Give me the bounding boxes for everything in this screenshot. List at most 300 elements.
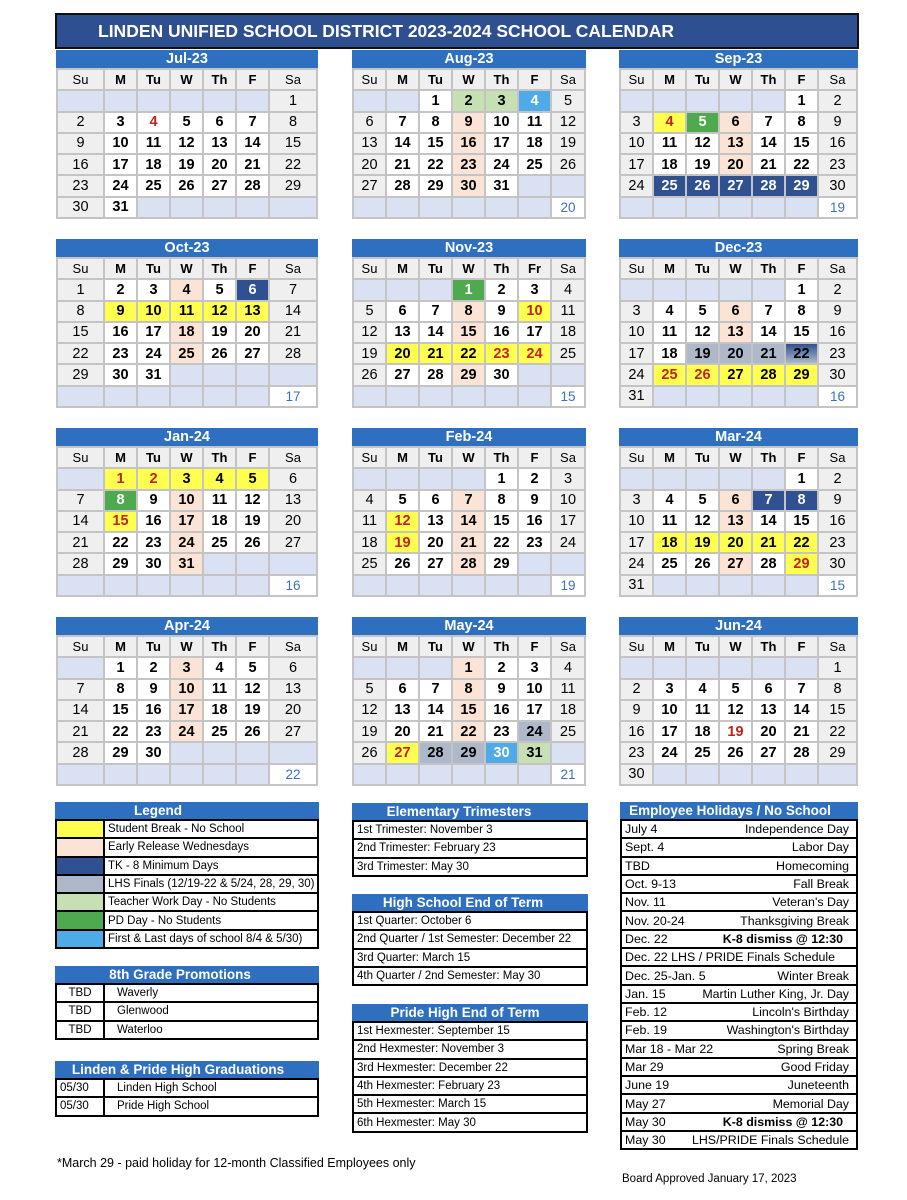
day-cell: 9 <box>519 491 550 510</box>
day-cell: 1 <box>786 91 817 110</box>
day-cell: 19 <box>354 344 385 363</box>
empty-cell <box>237 198 268 217</box>
day-cell: 2 <box>819 91 856 110</box>
weekday-header: F <box>237 637 268 656</box>
day-cell: 17 <box>552 512 584 531</box>
empty-cell <box>654 198 685 217</box>
day-cell: 3 <box>552 469 584 488</box>
empty-cell <box>420 198 451 217</box>
instructional-days-count: 16 <box>270 576 316 595</box>
empty-cell <box>453 469 484 488</box>
empty-cell <box>354 576 385 595</box>
empty-cell <box>720 658 751 677</box>
day-cell: 1 <box>453 280 484 299</box>
day-cell: 23 <box>138 722 169 741</box>
day-cell: 9 <box>138 680 169 699</box>
day-cell: 26 <box>237 533 268 552</box>
holiday-row <box>621 966 857 984</box>
empty-cell <box>204 365 235 384</box>
empty-cell <box>519 176 550 195</box>
weekday-header: Th <box>753 637 784 656</box>
day-cell: 19 <box>171 155 202 174</box>
holiday-date: May 27 <box>625 1096 666 1111</box>
day-cell: 10 <box>105 134 136 153</box>
empty-cell <box>171 387 202 406</box>
holiday-cell <box>621 1021 857 1039</box>
day-cell: 26 <box>354 743 385 762</box>
legend-item <box>56 930 318 948</box>
day-cell: 19 <box>237 701 268 720</box>
day-cell: 27 <box>720 554 751 573</box>
day-cell: 16 <box>138 701 169 720</box>
day-cell: 8 <box>58 302 103 321</box>
day-cell: 27 <box>387 365 418 384</box>
holiday-cell <box>621 875 857 893</box>
day-cell: 5 <box>171 113 202 132</box>
weekday-header: W <box>453 637 484 656</box>
empty-cell <box>753 91 784 110</box>
day-cell: 12 <box>171 134 202 153</box>
day-cell: 29 <box>453 365 484 384</box>
weekday-header: Su <box>621 448 652 467</box>
day-cell: 4 <box>354 491 385 510</box>
day-cell: 26 <box>354 365 385 384</box>
day-cell: 6 <box>354 113 385 132</box>
day-cell: 11 <box>519 113 550 132</box>
day-cell: 17 <box>519 701 550 720</box>
holiday-name: Winter Break <box>777 968 849 983</box>
empty-cell <box>420 765 451 784</box>
legend-label: First & Last days of school 8/4 & 5/30) <box>104 930 318 948</box>
day-cell: 18 <box>654 344 685 363</box>
weekday-header: Tu <box>138 70 169 89</box>
day-cell: 20 <box>420 533 451 552</box>
month-title: Aug-23 <box>352 50 586 68</box>
weekday-header: W <box>453 259 484 278</box>
weekday-header: M <box>654 259 685 278</box>
holiday-cell <box>621 857 857 875</box>
empty-cell <box>486 765 517 784</box>
day-cell: 29 <box>453 743 484 762</box>
day-cell: 19 <box>687 155 718 174</box>
day-cell: 9 <box>138 491 169 510</box>
pride-high-term-row <box>353 1022 587 1040</box>
month-jun-24 <box>619 617 858 786</box>
day-cell: 26 <box>720 743 751 762</box>
day-cell: 23 <box>105 344 136 363</box>
day-cell: 18 <box>552 701 584 720</box>
pride-high-terms-panel <box>352 1004 588 1133</box>
empty-cell <box>753 280 784 299</box>
holiday-name: Fall Break <box>793 877 849 892</box>
day-cell: 14 <box>786 701 817 720</box>
empty-cell <box>387 765 418 784</box>
day-cell: 24 <box>654 743 685 762</box>
empty-cell <box>786 765 817 784</box>
weekday-header: Sa <box>819 448 856 467</box>
day-cell: 7 <box>753 113 784 132</box>
day-cell: 1 <box>105 658 136 677</box>
day-cell: 4 <box>687 680 718 699</box>
day-cell: 5 <box>204 280 235 299</box>
empty-cell <box>420 280 451 299</box>
day-cell: 14 <box>753 512 784 531</box>
weekday-header: Sa <box>270 448 316 467</box>
day-cell: 7 <box>58 491 103 510</box>
day-cell: 5 <box>237 469 268 488</box>
weekday-header: Sa <box>270 259 316 278</box>
promotion-school: Waterloo <box>104 1021 318 1039</box>
day-cell: 14 <box>387 134 418 153</box>
holiday-name: Independence Day <box>744 822 849 837</box>
day-cell: 5 <box>387 491 418 510</box>
empty-cell <box>687 469 718 488</box>
legend-table <box>55 819 319 949</box>
day-cell: 6 <box>270 469 316 488</box>
instructional-days-count: 19 <box>819 198 856 217</box>
weekday-header: Sa <box>819 259 856 278</box>
employee-holidays-title: Employee Holidays / No School <box>620 802 858 819</box>
empty-cell <box>486 576 517 595</box>
legend-swatch-fl <box>56 930 104 948</box>
legend-swatch-twd <box>56 893 104 911</box>
holiday-row <box>621 985 857 1003</box>
trimester-row-text: 1st Trimester: November 3 <box>353 821 587 839</box>
high-school-term-row-text: 4th Quarter / 2nd Semester: May 30 <box>353 967 587 985</box>
day-cell: 20 <box>387 344 418 363</box>
graduation-row <box>56 1097 318 1115</box>
empty-cell <box>204 743 235 762</box>
day-cell: 21 <box>786 722 817 741</box>
month-title: Feb-24 <box>352 428 586 446</box>
holiday-cell <box>621 930 857 948</box>
empty-cell <box>204 198 235 217</box>
day-cell: 20 <box>270 512 316 531</box>
weekday-header: Sa <box>552 448 584 467</box>
weekday-header: Sa <box>552 637 584 656</box>
day-cell: 13 <box>720 323 751 342</box>
empty-cell <box>354 280 385 299</box>
holiday-row <box>621 1131 857 1149</box>
day-cell: 18 <box>204 701 235 720</box>
holiday-date: May 30 <box>625 1114 666 1129</box>
empty-cell <box>687 576 718 595</box>
instructional-days-count: 22 <box>270 765 316 784</box>
day-cell: 28 <box>237 176 268 195</box>
empty-cell <box>486 198 517 217</box>
trimester-row-text: 3rd Trimester: May 30 <box>353 858 587 876</box>
day-cell: 26 <box>171 176 202 195</box>
day-cell: 30 <box>138 554 169 573</box>
legend-label: PD Day - No Students <box>104 911 318 929</box>
day-cell: 8 <box>453 302 484 321</box>
day-cell: 24 <box>519 344 550 363</box>
empty-cell <box>58 387 103 406</box>
empty-cell <box>354 765 385 784</box>
empty-cell <box>453 576 484 595</box>
day-cell: 7 <box>753 302 784 321</box>
holiday-date: Dec. 25-Jan. 5 <box>625 968 706 983</box>
empty-cell <box>58 765 103 784</box>
holiday-name: Washington's Birthday <box>726 1023 849 1038</box>
pride-high-term-row-text: 4th Hexmester: February 23 <box>353 1077 587 1095</box>
weekday-header: M <box>387 70 418 89</box>
day-cell: 17 <box>171 701 202 720</box>
day-cell: 17 <box>486 134 517 153</box>
day-cell: 1 <box>420 91 451 110</box>
month-title: Dec-23 <box>619 239 858 257</box>
day-cell: 19 <box>552 134 584 153</box>
day-cell: 5 <box>687 113 718 132</box>
legend-swatch-fin <box>56 875 104 893</box>
day-cell: 28 <box>270 344 316 363</box>
weekday-header: F <box>786 637 817 656</box>
legend-swatch-er <box>56 838 104 856</box>
day-cell: 30 <box>819 554 856 573</box>
holiday-name: LHS/PRIDE Finals Schedule <box>691 1133 849 1148</box>
day-cell: 26 <box>552 155 584 174</box>
weekday-header: Th <box>753 259 784 278</box>
day-cell: 8 <box>786 113 817 132</box>
month-day-grid <box>56 68 318 219</box>
day-cell: 12 <box>354 701 385 720</box>
holiday-cell <box>621 820 857 838</box>
day-cell: 1 <box>105 469 136 488</box>
empty-cell <box>171 576 202 595</box>
day-cell: 28 <box>753 365 784 384</box>
empty-cell <box>786 576 817 595</box>
weekday-header: Th <box>486 637 517 656</box>
high-school-term-row-text: 1st Quarter: October 6 <box>353 912 587 930</box>
day-cell: 17 <box>621 155 652 174</box>
day-cell: 13 <box>270 680 316 699</box>
day-cell: 24 <box>621 365 652 384</box>
empty-cell <box>519 365 550 384</box>
day-cell: 14 <box>237 134 268 153</box>
empty-cell <box>486 387 517 406</box>
day-cell: 17 <box>171 512 202 531</box>
day-cell: 20 <box>753 722 784 741</box>
empty-cell <box>519 198 550 217</box>
holiday-name: Juneteenth <box>787 1078 849 1093</box>
day-cell: 20 <box>720 155 751 174</box>
day-cell: 2 <box>519 469 550 488</box>
day-cell: 26 <box>237 722 268 741</box>
weekday-header: Sa <box>552 70 584 89</box>
month-dec-23 <box>619 239 858 408</box>
empty-cell <box>654 658 685 677</box>
day-cell: 18 <box>654 533 685 552</box>
empty-cell <box>354 469 385 488</box>
day-cell: 25 <box>552 344 584 363</box>
month-day-grid <box>56 635 318 786</box>
holiday-row <box>621 1076 857 1094</box>
day-cell: 16 <box>105 323 136 342</box>
weekday-header: Th <box>486 70 517 89</box>
day-cell: 25 <box>354 554 385 573</box>
day-cell: 28 <box>453 554 484 573</box>
empty-cell <box>654 765 685 784</box>
weekday-header: Th <box>204 70 235 89</box>
day-cell: 21 <box>420 344 451 363</box>
holiday-name: K-8 dismiss @ 12:30 <box>722 931 843 946</box>
graduations-table <box>55 1078 319 1117</box>
day-cell: 23 <box>621 743 652 762</box>
day-cell: 15 <box>486 512 517 531</box>
day-cell: 4 <box>552 280 584 299</box>
day-cell: 18 <box>654 155 685 174</box>
day-cell: 29 <box>786 554 817 573</box>
empty-cell <box>138 576 169 595</box>
empty-cell <box>204 387 235 406</box>
empty-cell <box>552 365 584 384</box>
day-cell: 3 <box>171 469 202 488</box>
holiday-cell <box>621 948 857 966</box>
empty-cell <box>354 658 385 677</box>
empty-cell <box>621 198 652 217</box>
empty-cell <box>204 576 235 595</box>
day-cell: 22 <box>486 533 517 552</box>
day-cell: 17 <box>105 155 136 174</box>
day-cell: 18 <box>687 722 718 741</box>
day-cell: 30 <box>138 743 169 762</box>
weekday-header: Th <box>753 448 784 467</box>
weekday-header: F <box>237 70 268 89</box>
empty-cell <box>58 658 103 677</box>
day-cell: 15 <box>453 701 484 720</box>
day-cell: 29 <box>270 176 316 195</box>
holiday-date: Jan. 15 <box>625 986 666 1001</box>
holiday-row <box>621 1003 857 1021</box>
weekday-header: W <box>720 637 751 656</box>
day-cell: 26 <box>687 554 718 573</box>
legend-item <box>56 820 318 838</box>
day-cell: 24 <box>519 722 550 741</box>
empty-cell <box>687 765 718 784</box>
empty-cell <box>753 765 784 784</box>
weekday-header: Su <box>621 70 652 89</box>
graduation-date: 05/30 <box>56 1097 104 1115</box>
holiday-row <box>621 948 857 966</box>
day-cell: 8 <box>786 302 817 321</box>
month-mar-24 <box>619 428 858 597</box>
day-cell: 13 <box>720 512 751 531</box>
legend-panel <box>55 802 319 949</box>
month-title: Jul-23 <box>56 50 318 68</box>
day-cell: 19 <box>720 722 751 741</box>
day-cell: 13 <box>387 323 418 342</box>
day-cell: 31 <box>105 198 136 217</box>
trimester-row <box>353 839 587 857</box>
promotion-school: Glenwood <box>104 1002 318 1020</box>
month-title: Oct-23 <box>56 239 318 257</box>
weekday-header: Sa <box>270 70 316 89</box>
day-cell: 24 <box>171 533 202 552</box>
day-cell: 3 <box>486 91 517 110</box>
high-school-term-row <box>353 930 587 948</box>
weekday-header: Th <box>204 259 235 278</box>
day-cell: 21 <box>58 722 103 741</box>
day-cell: 14 <box>753 134 784 153</box>
high-school-term-row <box>353 967 587 985</box>
holiday-cell <box>621 1003 857 1021</box>
day-cell: 10 <box>519 302 550 321</box>
board-approved-text: Board Approved January 17, 2023 <box>622 1173 797 1185</box>
day-cell: 9 <box>819 302 856 321</box>
day-cell: 31 <box>621 576 652 595</box>
day-cell: 15 <box>453 323 484 342</box>
day-cell: 15 <box>58 323 103 342</box>
legend-swatch-sb <box>56 820 104 838</box>
day-cell: 26 <box>387 554 418 573</box>
empty-cell <box>687 658 718 677</box>
legend-label: Student Break - No School <box>104 820 318 838</box>
instructional-days-count: 16 <box>819 387 856 406</box>
high-school-term-row-text: 3rd Quarter: March 15 <box>353 949 587 967</box>
empty-cell <box>237 765 268 784</box>
day-cell: 13 <box>720 134 751 153</box>
day-cell: 11 <box>138 134 169 153</box>
weekday-header: Sa <box>819 70 856 89</box>
day-cell: 23 <box>819 344 856 363</box>
graduation-row <box>56 1079 318 1097</box>
graduations-title: Linden & Pride High Graduations <box>55 1061 319 1078</box>
day-cell: 9 <box>486 302 517 321</box>
empty-cell <box>654 576 685 595</box>
day-cell: 19 <box>237 512 268 531</box>
day-cell: 4 <box>654 491 685 510</box>
empty-cell <box>420 576 451 595</box>
weekday-header: M <box>654 70 685 89</box>
month-day-grid <box>352 68 586 219</box>
legend-item <box>56 893 318 911</box>
graduation-school: Pride High School <box>104 1097 318 1115</box>
day-cell: 28 <box>58 743 103 762</box>
day-cell: 8 <box>105 491 136 510</box>
weekday-header: W <box>720 448 751 467</box>
day-cell: 8 <box>420 113 451 132</box>
day-cell: 28 <box>58 554 103 573</box>
empty-cell <box>237 554 268 573</box>
elementary-trimesters-title: Elementary Trimesters <box>352 803 588 820</box>
day-cell: 14 <box>58 701 103 720</box>
day-cell: 6 <box>720 491 751 510</box>
day-cell: 22 <box>58 344 103 363</box>
graduation-school: Linden High School <box>104 1079 318 1097</box>
legend-swatch-pd <box>56 911 104 929</box>
weekday-header: Tu <box>420 448 451 467</box>
empty-cell <box>786 387 817 406</box>
weekday-header: F <box>237 448 268 467</box>
month-jan-24 <box>56 428 318 597</box>
day-cell: 1 <box>453 658 484 677</box>
empty-cell <box>105 387 136 406</box>
day-cell: 14 <box>58 512 103 531</box>
month-day-grid <box>352 635 586 786</box>
day-cell: 2 <box>819 280 856 299</box>
promotion-date: TBD <box>56 984 104 1002</box>
day-cell: 20 <box>387 722 418 741</box>
day-cell: 21 <box>270 323 316 342</box>
day-cell: 18 <box>354 533 385 552</box>
day-cell: 29 <box>105 554 136 573</box>
day-cell: 1 <box>786 280 817 299</box>
holiday-date: July 4 <box>625 822 658 837</box>
empty-cell <box>453 387 484 406</box>
empty-cell <box>58 469 103 488</box>
day-cell: 18 <box>171 323 202 342</box>
holiday-date: Oct. 9-13 <box>625 877 676 892</box>
